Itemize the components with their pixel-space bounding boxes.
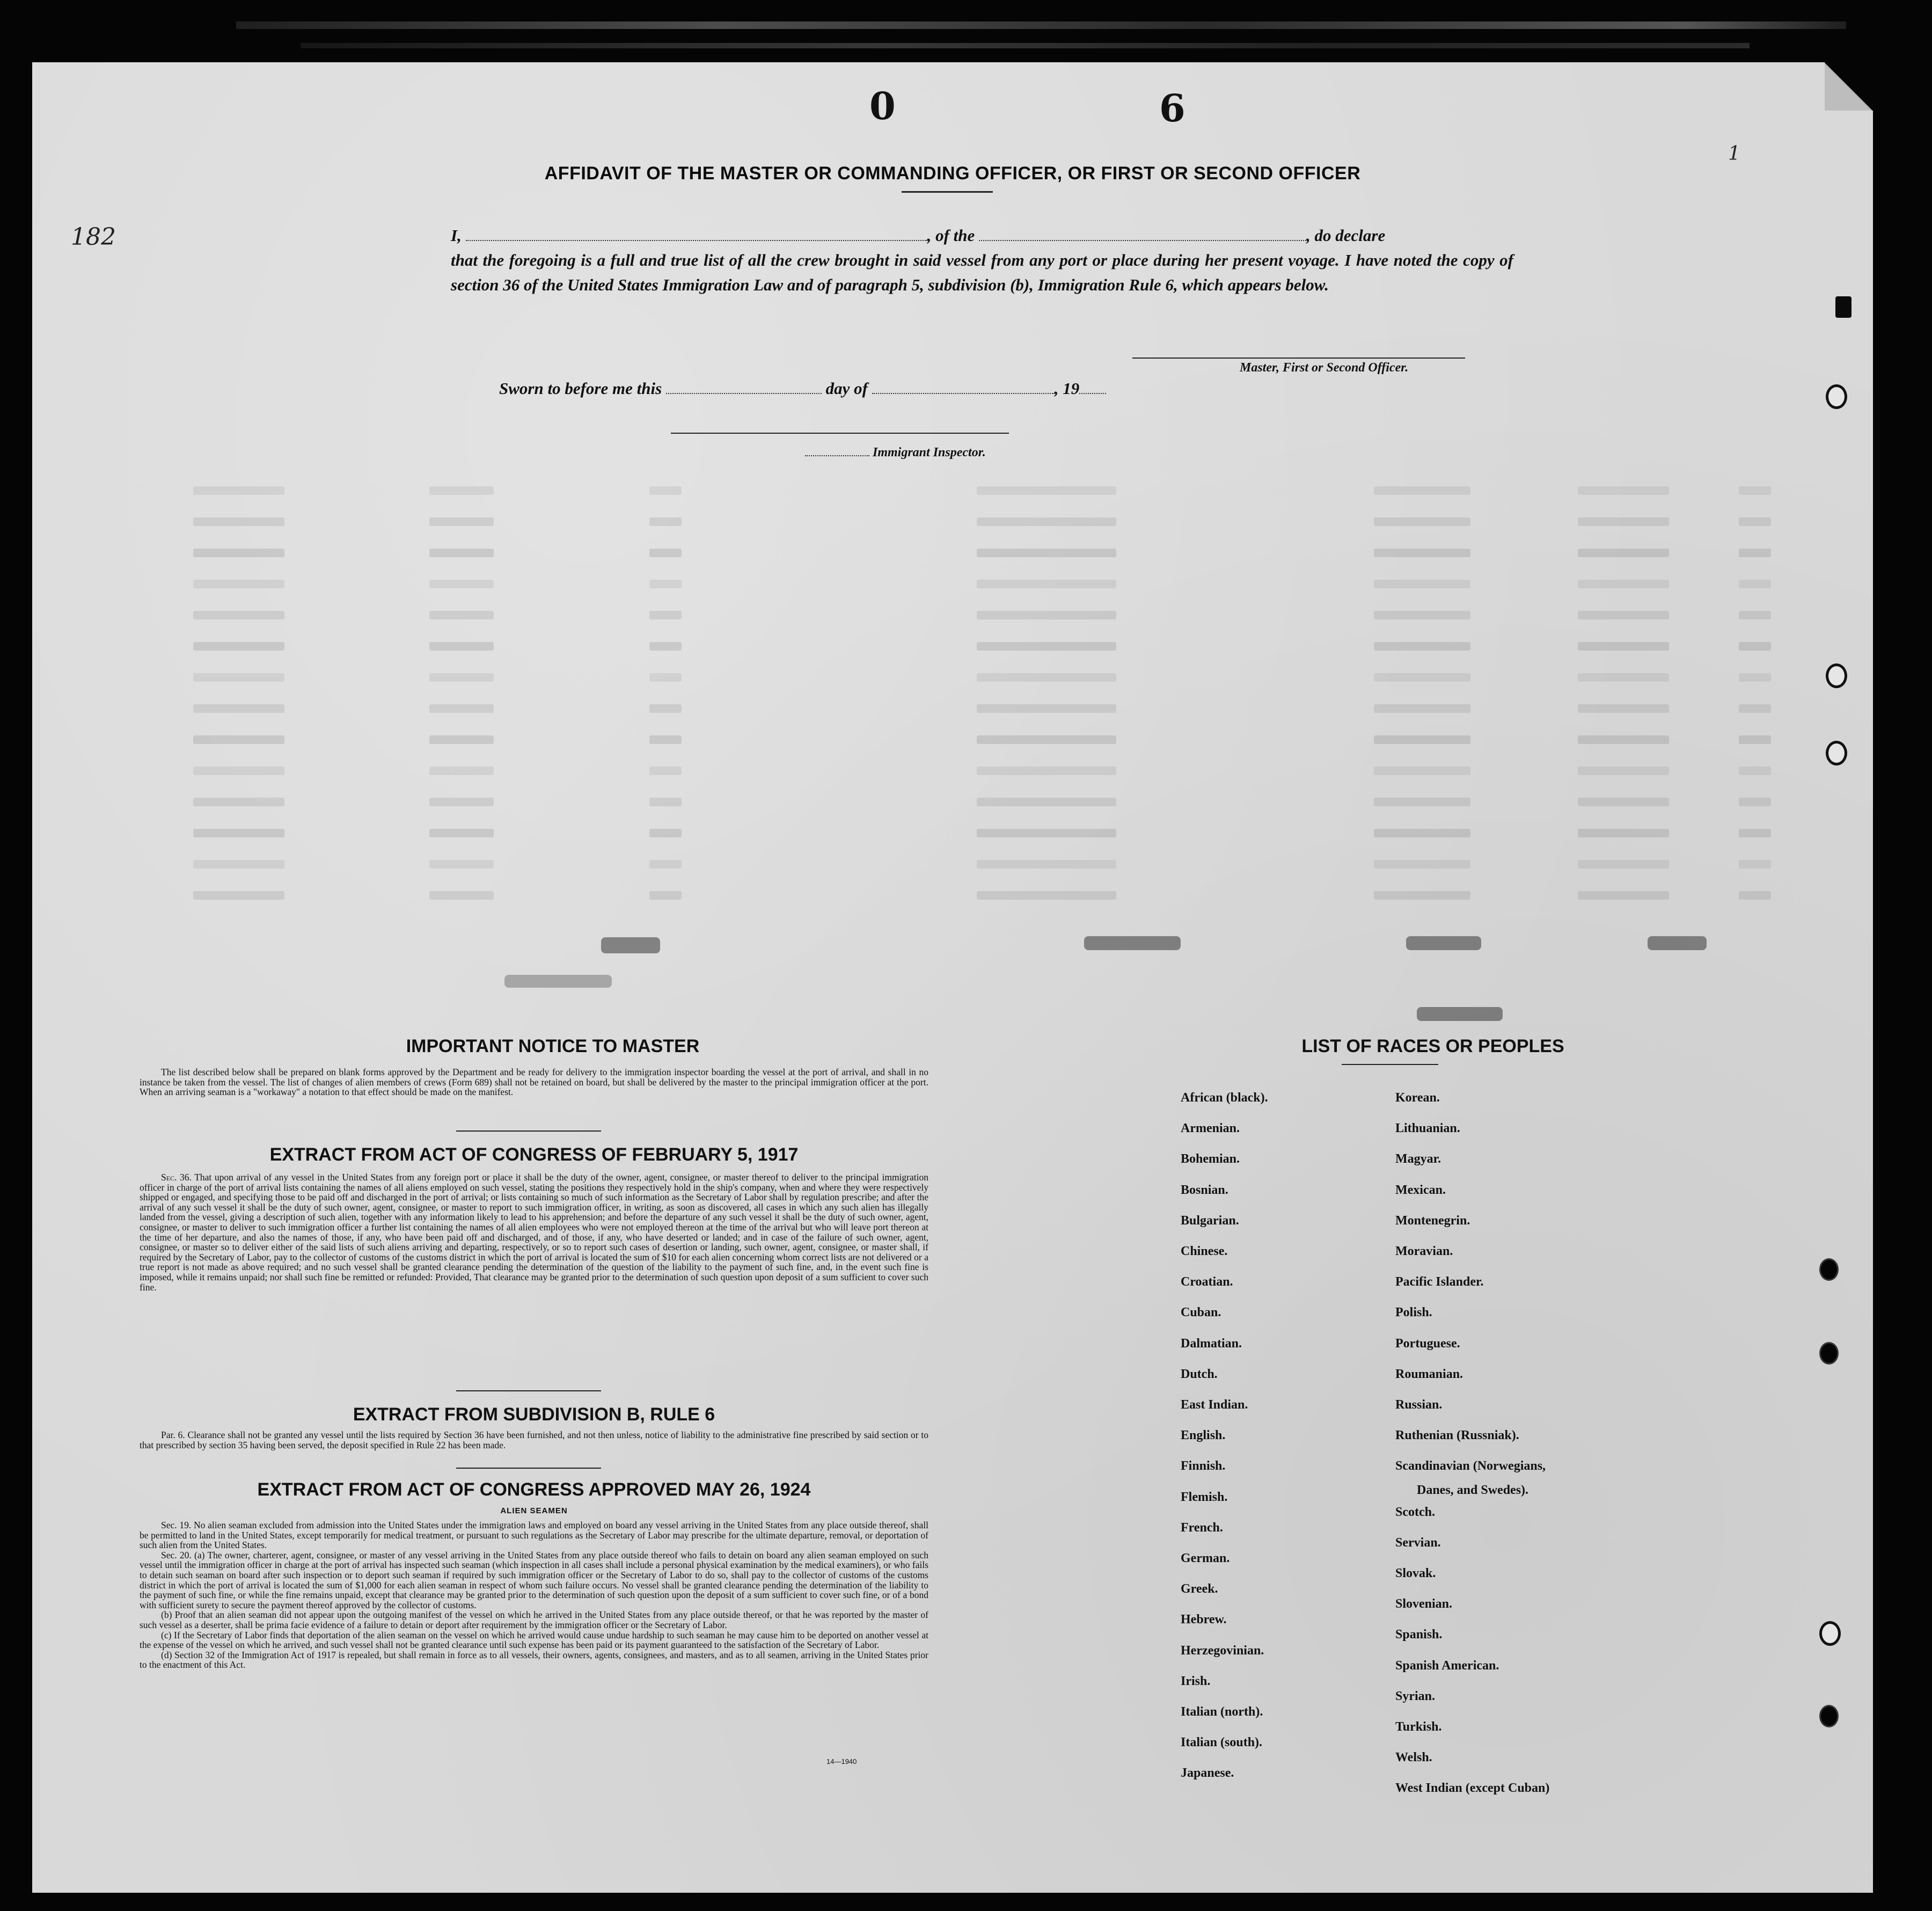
race-item: Herzegovinian. — [1181, 1643, 1264, 1658]
binder-hole — [1819, 1258, 1839, 1281]
master-signature-line — [1132, 358, 1465, 359]
race-item: Bohemian. — [1181, 1152, 1240, 1166]
bleed-through-mark — [649, 798, 682, 806]
race-item: Greek. — [1181, 1582, 1218, 1596]
affidavit-i: I, — [451, 226, 462, 245]
race-item: Dalmatian. — [1181, 1336, 1242, 1351]
bleed-through-mark — [193, 798, 284, 806]
title-rule — [902, 191, 993, 193]
sec-20-d-paragraph: (d) Section 32 of the Immigration Act of 1917 is repealed, but shall remain in force as to all vessels, their owners, agents, consignees, and masters, and as to all seamen, arriving in the United States prior to the enactment of this Act. — [140, 1649, 928, 1671]
bleed-through-mark — [977, 767, 1116, 775]
inspector-signature-line — [671, 433, 1009, 434]
bleed-through-mark — [1739, 580, 1771, 588]
race-item: Welsh. — [1395, 1750, 1432, 1765]
bleed-through-row — [140, 543, 1750, 565]
bleed-through-mark — [1739, 611, 1771, 619]
bleed-through-mark — [977, 704, 1116, 713]
binder-hole — [1819, 1705, 1839, 1727]
extract-1917-text — [140, 1172, 928, 1292]
sworn-prefix: Sworn to before me this — [499, 379, 662, 398]
race-item: Cuban. — [1181, 1305, 1221, 1320]
bleed-through-row — [140, 823, 1750, 845]
race-item: French. — [1181, 1520, 1223, 1535]
bleed-through-row — [140, 699, 1750, 720]
bleed-through-mark — [1739, 860, 1771, 869]
race-item: Irish. — [1181, 1674, 1211, 1688]
bleed-through-mark — [193, 704, 284, 713]
bleed-through-mark — [429, 549, 494, 557]
bleed-through-row — [140, 606, 1750, 627]
bleed-through-mark — [649, 673, 682, 682]
sec-19-body: No alien seaman excluded from admission into the United States under the immigration laws and employed on board any vessel arriving in the United States from any place outside thereof, shall be permitted to land in the United States, except temporarily for medical treatment, or pursuant to such regulations as the Secretary of Labor may prescribe for the ultimate departure, removal, or deportation of such alien from the United States. — [140, 1520, 928, 1551]
bleed-through-mark — [1578, 580, 1669, 588]
race-item: Italian (south). — [1181, 1735, 1263, 1750]
race-item: Slovenian. — [1395, 1597, 1453, 1611]
race-item: Moravian. — [1395, 1244, 1453, 1258]
race-item: Italian (north). — [1181, 1705, 1263, 1719]
document-page — [32, 62, 1873, 1893]
bleed-through-mark — [429, 673, 494, 682]
bleed-through-mark — [1578, 735, 1669, 744]
race-item: Spanish. — [1395, 1628, 1443, 1642]
race-item: Finnish. — [1181, 1459, 1226, 1474]
bleed-through-mark — [193, 611, 284, 619]
section-rule — [456, 1468, 601, 1469]
bleed-through-mark — [429, 735, 494, 744]
bleed-through-mark — [977, 860, 1116, 869]
bleed-through-mark — [1578, 642, 1669, 651]
bleed-through-mark — [193, 860, 284, 869]
bleed-through-mark — [1739, 642, 1771, 651]
bleed-through-mark — [193, 642, 284, 651]
bleed-through-mark — [977, 642, 1116, 651]
bleed-through-mark — [429, 642, 494, 651]
races-title: LIST OF RACES OR PEOPLES — [1301, 1036, 1564, 1056]
race-item: Montenegrin. — [1395, 1213, 1470, 1228]
race-item: West Indian (except Cuban) — [1395, 1781, 1550, 1796]
sec-20-lead: Sec. 20. — [161, 1549, 192, 1560]
affidavit-title: AFFIDAVIT OF THE MASTER OR COMMANDING OFFICER, OR FIRST OR SECOND OFFICER — [544, 163, 1361, 184]
bleed-through-mark — [429, 798, 494, 806]
race-item: Bulgarian. — [1181, 1213, 1239, 1228]
bleed-through-mark — [193, 891, 284, 900]
affidavit-of-the: , of the — [927, 226, 975, 245]
race-item: African (black). — [1181, 1091, 1268, 1105]
race-item: Magyar. — [1395, 1152, 1441, 1166]
race-item: Slovak. — [1395, 1566, 1436, 1580]
race-item: Armenian. — [1181, 1121, 1240, 1136]
handwritten-mark-right: 6 — [1159, 86, 1185, 130]
extract-1924-text — [140, 1520, 928, 1670]
bleed-through-row — [140, 761, 1750, 783]
bleed-through-mark — [1578, 704, 1669, 713]
extract-1924-title: EXTRACT FROM ACT OF CONGRESS APPROVED MAY 26, 1924 — [257, 1479, 811, 1500]
bleed-through-mark — [1578, 798, 1669, 806]
rule-6-body: Clearance shall not be granted any vessel until the lists required by Section 36 have been furnished, and not then unless, notice of liability to the administrative fine prescribed by said section or to that prescribed by section 35 having been served, the deposit specified in Rule 22 has been made. — [140, 1429, 929, 1450]
bleed-through-mark — [1739, 735, 1771, 744]
bleed-through-mark — [193, 673, 284, 682]
race-item: Mexican. — [1395, 1183, 1446, 1197]
race-item: Chinese. — [1181, 1244, 1228, 1258]
bleed-through-mark — [1374, 704, 1470, 713]
race-item: Bosnian. — [1181, 1183, 1228, 1197]
film-edge-top — [236, 21, 1846, 29]
bleed-through-mark — [193, 486, 284, 495]
bleed-through-mark — [1374, 829, 1470, 837]
race-item: Croatian. — [1181, 1275, 1233, 1289]
sec-20-paragraph — [140, 1550, 928, 1610]
vessel-blank — [979, 224, 1306, 241]
inspector-signature-label — [805, 446, 986, 460]
bleed-through-mark — [429, 860, 494, 869]
bleed-through-mark — [977, 891, 1116, 900]
race-item: Polish. — [1395, 1305, 1432, 1320]
bleed-through-mark — [977, 549, 1116, 557]
inspector-dots — [805, 446, 869, 456]
sec-20-b-paragraph: (b) Proof that an alien seaman did not appear upon the outgoing manifest of the vessel on which he arrived in the United States from any place outside thereof, or that he was reported by the master of such vessel as a deserter, shall be prima facie evidence of a failure to detain or deport after requirement by the immigration officer or the Secretary of Labor. — [140, 1609, 928, 1630]
bleed-through-mark — [1578, 611, 1669, 619]
bleed-through-mark — [429, 891, 494, 900]
bleed-through-mark — [193, 517, 284, 526]
race-item: Flemish. — [1181, 1490, 1228, 1504]
ink-smudge — [1406, 936, 1481, 950]
master-signature-label: Master, First or Second Officer. — [1240, 361, 1409, 375]
sworn-year: , 19 — [1054, 379, 1080, 398]
bleed-through-mark — [649, 735, 682, 744]
bleed-through-row — [140, 855, 1750, 876]
ink-smudge — [601, 937, 660, 953]
sec-20-body: (a) The owner, charterer, agent, consignee, or master of any vessel arriving in the United States from any place outside thereof who fails to detain on board any alien seaman employed on such vessel until the immigration officer in charge at the port of arrival has inspected such seaman (which inspection in all cases shall include a personal physical examination by the medical examiners), or who fails to detain such seaman on board after such inspection or to deport such seaman if required by such immigration officer or the Secretary of Labor to do so, shall pay to the collector of customs of the customs district in which the port of arrival is located the sum of $1,000 for each alien seaman in respect of whom such failure occurs. No vessel shall be granted clearance pending the determination of the liability to the payment of such fine, or while the fine remains unpaid, except that clearance may be granted prior to the determination of such question upon the deposit of a sum sufficient to cover such fine, or of a bond with sufficient surety to secure the payment thereof approved by the collector of customs. — [140, 1549, 929, 1610]
bleed-through-mark — [1578, 486, 1669, 495]
race-item: Spanish American. — [1395, 1658, 1499, 1673]
race-item: Servian. — [1395, 1535, 1441, 1550]
notice-text: The list described below shall be prepared on blank forms approved by the Department and be ready for delivery to the immigration inspector boarding the vessel at the port of arrival, and shall in no instance be taken from the vessel. The list of changes of alien members of crews (Form 689) shall not be retained on board, but shall be delivered by the master to the principal immigration officer at the port. When an arriving seaman is a "workaway" a notation to that effect should be made on the manifest. — [140, 1067, 928, 1098]
rule-6-text — [140, 1430, 928, 1450]
bleed-through-mark — [429, 767, 494, 775]
bleed-through-mark — [429, 580, 494, 588]
race-item: Scotch. — [1395, 1505, 1435, 1519]
race-item: Ruthenian (Russniak). — [1395, 1428, 1519, 1443]
affidavit-declaration-line — [451, 223, 1513, 248]
race-item: Russian. — [1395, 1398, 1443, 1412]
bleed-through-mark — [977, 735, 1116, 744]
bleed-through-mark — [1374, 860, 1470, 869]
bleed-through-mark — [429, 486, 494, 495]
bleed-through-mark — [649, 580, 682, 588]
bleed-through-mark — [1374, 549, 1470, 557]
ink-smudge — [1648, 936, 1707, 950]
race-item: Portuguese. — [1395, 1336, 1460, 1351]
binder-hole — [1819, 1342, 1839, 1365]
bleed-through-mark — [193, 829, 284, 837]
bleed-through-mark — [1374, 673, 1470, 682]
race-item: Turkish. — [1395, 1720, 1442, 1734]
handwritten-right-tick: 1 — [1728, 143, 1740, 165]
race-item: East Indian. — [1181, 1398, 1248, 1412]
bleed-through-mark — [1578, 549, 1669, 557]
bleed-through-mark — [193, 580, 284, 588]
race-item: Scandinavian (Norwegians, — [1395, 1459, 1546, 1474]
race-item: Korean. — [1395, 1091, 1440, 1105]
extract-1917-title: EXTRACT FROM ACT OF CONGRESS OF FEBRUARY 5, 1917 — [269, 1144, 799, 1165]
bleed-through-row — [140, 792, 1750, 814]
ink-smudge — [1084, 936, 1181, 950]
sec-19-paragraph — [140, 1520, 928, 1550]
bleed-through-mark — [1739, 829, 1771, 837]
bleed-through-mark — [977, 673, 1116, 682]
race-item: German. — [1181, 1551, 1230, 1565]
bleed-through-mark — [649, 549, 682, 557]
notice-title: IMPORTANT NOTICE TO MASTER — [406, 1036, 700, 1056]
bleed-through-mark — [1578, 673, 1669, 682]
bleed-through-mark — [649, 767, 682, 775]
bleed-through-mark — [1374, 611, 1470, 619]
bleed-through-mark — [429, 704, 494, 713]
bleed-through-mark — [1578, 767, 1669, 775]
bleed-through-mark — [1578, 860, 1669, 869]
bleed-through-row — [140, 886, 1750, 907]
race-item: Pacific Islander. — [1395, 1275, 1484, 1289]
inspector-label-text: Immigrant Inspector. — [873, 446, 986, 459]
bleed-through-mark — [1578, 829, 1669, 837]
bleed-through-mark — [1739, 517, 1771, 526]
sworn-day-of: day of — [825, 379, 868, 398]
race-scandinavian-continuation: Danes, and Swedes). — [1417, 1483, 1529, 1497]
bleed-through-row — [140, 668, 1750, 689]
bleed-through-mark — [1374, 767, 1470, 775]
bleed-through-mark — [1739, 798, 1771, 806]
bleed-through-row — [140, 481, 1750, 502]
bleed-through-mark — [977, 611, 1116, 619]
binder-clip — [1835, 296, 1851, 318]
sec-20-c-paragraph: (c) If the Secretary of Labor finds that deportation of the alien seaman on the vessel on which he arrived would cause undue hardship to such seaman he may cause him to be deported on another vessel at the expense of the vessel on which he arrived, and such vessel shall not be granted clearance until such expense has been paid or its payment guaranteed to the satisfaction of the Secretary of Labor. — [140, 1629, 928, 1651]
bleed-through-mark — [193, 735, 284, 744]
bleed-through-mark — [1374, 798, 1470, 806]
bleed-through-mark — [649, 486, 682, 495]
races-title-rule — [1342, 1064, 1438, 1065]
bleed-through-mark — [429, 517, 494, 526]
bleed-through-mark — [649, 829, 682, 837]
binder-hole — [1826, 663, 1847, 688]
race-item: Roumanian. — [1395, 1367, 1463, 1381]
binder-hole — [1826, 741, 1847, 765]
bleed-through-mark — [429, 829, 494, 837]
film-edge-top-secondary — [301, 43, 1750, 48]
bleed-through-mark — [977, 798, 1116, 806]
race-item: Syrian. — [1395, 1689, 1436, 1703]
ink-smudge — [504, 975, 612, 988]
bleed-through-row — [140, 512, 1750, 534]
race-item: English. — [1181, 1428, 1226, 1443]
bleed-through-mark — [977, 517, 1116, 526]
bleed-through-mark — [649, 860, 682, 869]
bleed-through-mark — [1374, 735, 1470, 744]
bleed-through-mark — [977, 580, 1116, 588]
sworn-year-blank — [1079, 377, 1106, 394]
bleed-through-mark — [1374, 580, 1470, 588]
bleed-through-mark — [1739, 891, 1771, 900]
bleed-through-mark — [649, 704, 682, 713]
form-number: 14—1940 — [826, 1757, 857, 1766]
sworn-line — [499, 377, 1106, 398]
bleed-through-mark — [649, 642, 682, 651]
ink-smudge — [1417, 1007, 1503, 1021]
race-item: Dutch. — [1181, 1367, 1218, 1381]
bleed-through-mark — [193, 767, 284, 775]
bleed-through-row — [140, 730, 1750, 752]
race-item: Lithuanian. — [1395, 1121, 1460, 1136]
bleed-through-mark — [977, 486, 1116, 495]
section-rule — [456, 1390, 601, 1391]
sworn-month-blank — [872, 377, 1055, 394]
bleed-through-mark — [1578, 517, 1669, 526]
extract-1917-body: That upon arrival of any vessel in the United States from any foreign port or place it shall be the duty of the owner, agent, consignee, or master thereof to deliver to the principal immigration officer in charge of the port of arrival lists containing the names of all aliens employed on such vessel, stating the positions they respectively hold in the ship's company, when and where they were respectively shipped or engaged, and specifying those to be paid off and discharged in the port of arrival; or lists containing so much of such information as the Secretary of Labor shall by regulation prescribe; and after the arrival of any such vessel it shall be the duty of such owner, agent, consignee, or master to report to such immigration officer, in writing, as soon as discovered, all cases in which any such alien has illegally landed from the vessel, giving a description of such alien, together with any information likely to lead to his apprehension; and before the departure of any such vessel it shall be the duty of such owner, agent, consignee, or master to deliver to such immigration officer a further list containing the names of all alien employees who were not employed thereon at the time of the arrival but who will leave port thereon at the time of her departure, and also the names of those, if any, who have been paid off and discharged, and of those, if any, who have deserted or landed; and in case of the failure of such owner, agent, consignee, or master so to deliver either of the said lists of such aliens arriving and departing, respectively, or so to report such cases of desertion or landing, such owner, agent, consignee, or master shall, if required by the Secretary of Labor, pay to the collector of customs of the customs district in which the port of arrival is located the sum of $10 for each alien concerning whom correct lists are not delivered or a true report is not made as above required; and no such vessel shall be granted clearance pending the determination of the question of the liability to the payment of such fine, and, in the event such fine is imposed, while it remains unpaid; nor shall such fine be remitted or refunded: Provided, That clearance may be granted prior to the determination of such question upon deposit of a sum sufficient to cover such fine. — [140, 1172, 928, 1293]
bleed-through-mark — [649, 517, 682, 526]
bleed-through-mark — [1739, 767, 1771, 775]
binder-hole — [1819, 1621, 1841, 1646]
bleed-through-mark — [1739, 486, 1771, 495]
rule-6-title: EXTRACT FROM SUBDIVISION B, RULE 6 — [353, 1404, 715, 1425]
bleed-through-mark — [1374, 517, 1470, 526]
bleed-through-mark — [649, 611, 682, 619]
name-blank — [466, 224, 927, 241]
race-item: Japanese. — [1181, 1766, 1234, 1781]
bleed-through-mark — [1739, 704, 1771, 713]
bleed-through-mark — [429, 611, 494, 619]
handwritten-mark-left: 0 — [869, 84, 896, 128]
extract-1917-lead: Sec. 36. — [161, 1172, 192, 1183]
sec-19-lead: Sec. 19. — [161, 1520, 192, 1530]
affidavit-text: that the foregoing is a full and true list of all the crew brought in said vessel from any port or place during her present voyage. I have noted the copy of section 36 of the United States Immigration Law and of paragraph 5, subdivision (b), Immigration Rule 6, which appears below. — [451, 251, 1513, 294]
bleed-through-mark — [1374, 486, 1470, 495]
page-corner-fold — [1825, 62, 1873, 111]
bleed-through-mark — [1374, 642, 1470, 651]
binder-hole — [1826, 384, 1847, 409]
handwritten-margin-number: 182 — [71, 223, 116, 251]
bleed-through-mark — [1739, 673, 1771, 682]
bleed-through-row — [140, 574, 1750, 596]
bleed-through-mark — [977, 829, 1116, 837]
sworn-day-blank — [666, 377, 822, 394]
bleed-through-row — [140, 637, 1750, 658]
bleed-through-mark — [1739, 549, 1771, 557]
section-rule — [456, 1130, 601, 1132]
bleed-through-mark — [1578, 891, 1669, 900]
race-item: Hebrew. — [1181, 1613, 1227, 1627]
bleed-through-mark — [1374, 891, 1470, 900]
bleed-through-mark — [649, 891, 682, 900]
rule-6-lead: Par. 6. — [161, 1429, 185, 1440]
extract-1924-subtitle: ALIEN SEAMEN — [500, 1506, 568, 1515]
bleed-through-mark — [193, 549, 284, 557]
affidavit-do-declare: , do declare — [1306, 226, 1386, 245]
